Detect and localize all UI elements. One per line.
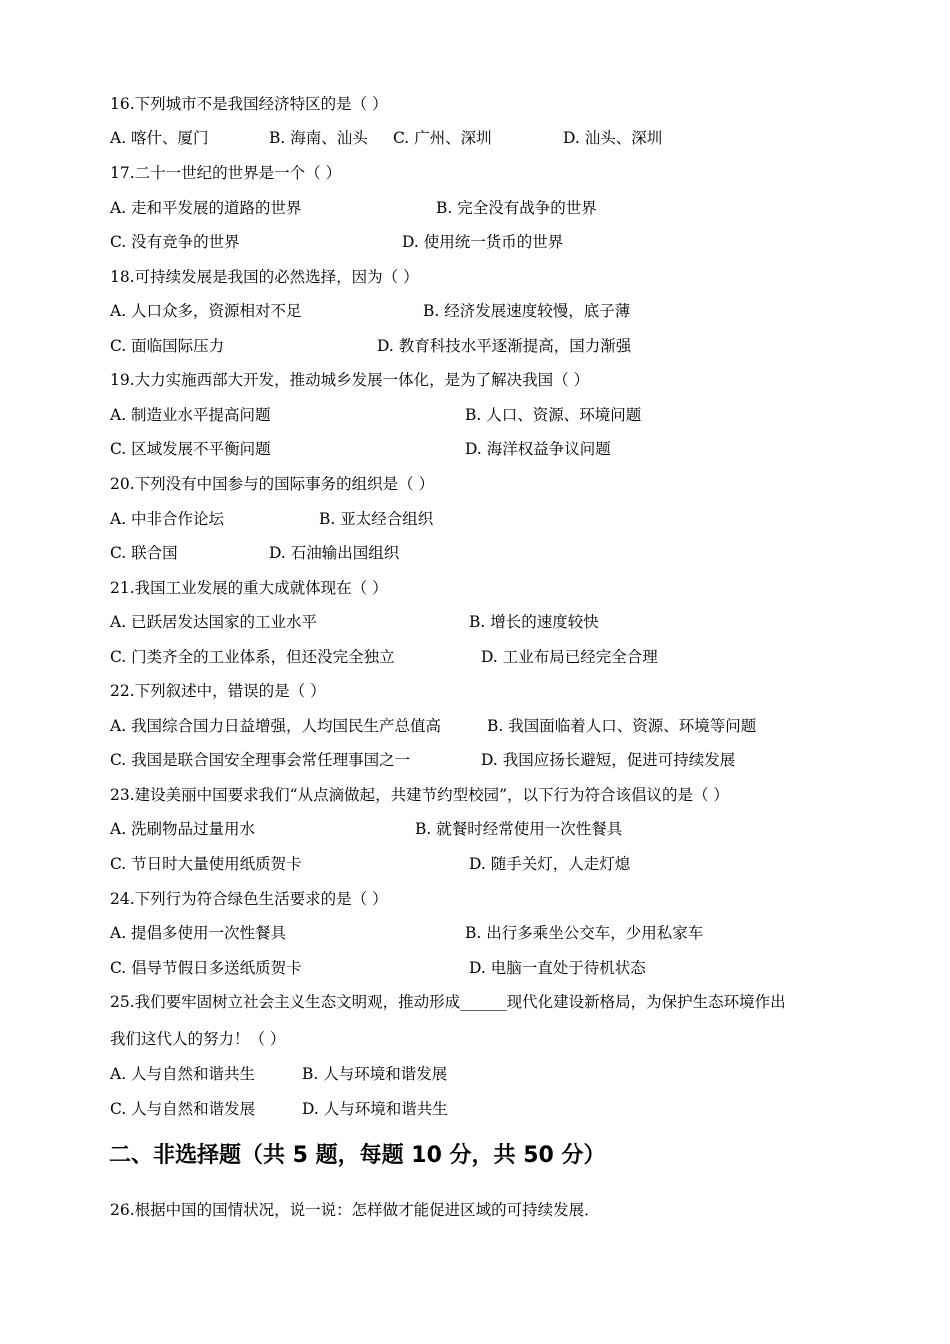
option-c: C. 我国是联合国安全理事会常任理事国之一 — [110, 751, 411, 769]
option-d: D. 汕头、深圳 — [563, 129, 663, 147]
option-d: D. 随手关灯，人走灯熄 — [469, 855, 631, 873]
question-stem: 24.下列行为符合绿色生活要求的是（ ） — [110, 890, 388, 908]
option-d: D. 使用统一货币的世界 — [402, 233, 564, 251]
question-stem: 21.我国工业发展的重大成就体现在（ ） — [110, 579, 388, 597]
question-stem: 23.建设美丽中国要求我们“从点滴做起，共建节约型校园”，以下行为符合该倡议的是（ ） — [110, 786, 729, 804]
option-b: B. 经济发展速度较慢，底子薄 — [423, 302, 631, 320]
option-d: D. 电脑一直处于待机状态 — [469, 959, 646, 977]
section-heading: 二、非选择题（共 5 题，每题 10 分，共 50 分） — [109, 1143, 606, 1168]
question-stem: 22.下列叙述中，错误的是（ ） — [110, 682, 326, 700]
option-c: C. 倡导节假日多送纸质贺卡 — [110, 959, 302, 977]
option-b: B. 人与环境和谐发展 — [302, 1065, 448, 1083]
option-d: D. 教育科技水平逐渐提高，国力渐强 — [377, 337, 632, 355]
option-b: B. 增长的速度较快 — [469, 613, 599, 631]
option-a: A. 人与自然和谐共生 — [110, 1065, 256, 1083]
option-c: C. 广州、深圳 — [393, 129, 492, 147]
option-a: A. 人口众多，资源相对不足 — [110, 302, 302, 320]
option-c: C. 区域发展不平衡问题 — [110, 440, 271, 458]
option-a: A. 我国综合国力日益增强，人均国民生产总值高 — [110, 717, 442, 735]
option-d: D. 海洋权益争议问题 — [465, 440, 611, 458]
question-stem: 20.下列没有中国参与的国际事务的组织是（ ） — [110, 475, 435, 493]
option-a: A. 制造业水平提高问题 — [110, 406, 271, 424]
option-c: C. 人与自然和谐发展 — [110, 1100, 256, 1118]
option-a: A. 洗刷物品过量用水 — [110, 820, 256, 838]
option-a: A. 已跃居发达国家的工业水平 — [110, 613, 318, 631]
option-c: C. 面临国际压力 — [110, 337, 225, 355]
option-b: B. 人口、资源、环境问题 — [465, 406, 642, 424]
question-stem: 19.大力实施西部大开发，推动城乡发展一体化，是为了解决我国（ ） — [110, 371, 590, 389]
option-b: B. 就餐时经常使用一次性餐具 — [415, 820, 623, 838]
option-c: C. 联合国 — [110, 544, 178, 562]
question-stem-continuation: 我们这代人的努力！（ ） — [110, 1030, 286, 1048]
option-b: B. 完全没有战争的世界 — [436, 199, 597, 217]
option-d: D. 工业布局已经完全合理 — [481, 648, 658, 666]
question-stem: 18.可持续发展是我国的必然选择，因为（ ） — [110, 268, 419, 286]
option-d: D. 我国应扬长避短，促进可持续发展 — [481, 751, 736, 769]
option-b: B. 出行多乘坐公交车，少用私家车 — [465, 924, 704, 942]
question-stem: 25.我们要牢固树立社会主义生态文明观，推动形成______现代化建设新格局，为保护生态环境作出 — [110, 993, 786, 1011]
option-c: C. 门类齐全的工业体系，但还没完全独立 — [110, 648, 395, 666]
option-c: C. 节日时大量使用纸质贺卡 — [110, 855, 302, 873]
question-stem: 26.根据中国的国情状况，说一说：怎样做才能促进区域的可持续发展． — [110, 1201, 600, 1219]
option-a: A. 喀什、厦门 — [110, 129, 209, 147]
option-d: D. 石油输出国组织 — [269, 544, 400, 562]
option-b: B. 海南、汕头 — [269, 129, 368, 147]
option-a: A. 中非合作论坛 — [110, 510, 225, 528]
option-a: A. 走和平发展的道路的世界 — [110, 199, 302, 217]
option-d: D. 人与环境和谐共生 — [302, 1100, 448, 1118]
question-stem: 17.二十一世纪的世界是一个（ ） — [110, 164, 342, 182]
option-b: B. 亚太经合组织 — [319, 510, 434, 528]
option-a: A. 提倡多使用一次性餐具 — [110, 924, 287, 942]
question-stem: 16.下列城市不是我国经济特区的是（ ） — [110, 95, 388, 113]
option-b: B. 我国面临着人口、资源、环境等问题 — [487, 717, 757, 735]
option-c: C. 没有竞争的世界 — [110, 233, 240, 251]
